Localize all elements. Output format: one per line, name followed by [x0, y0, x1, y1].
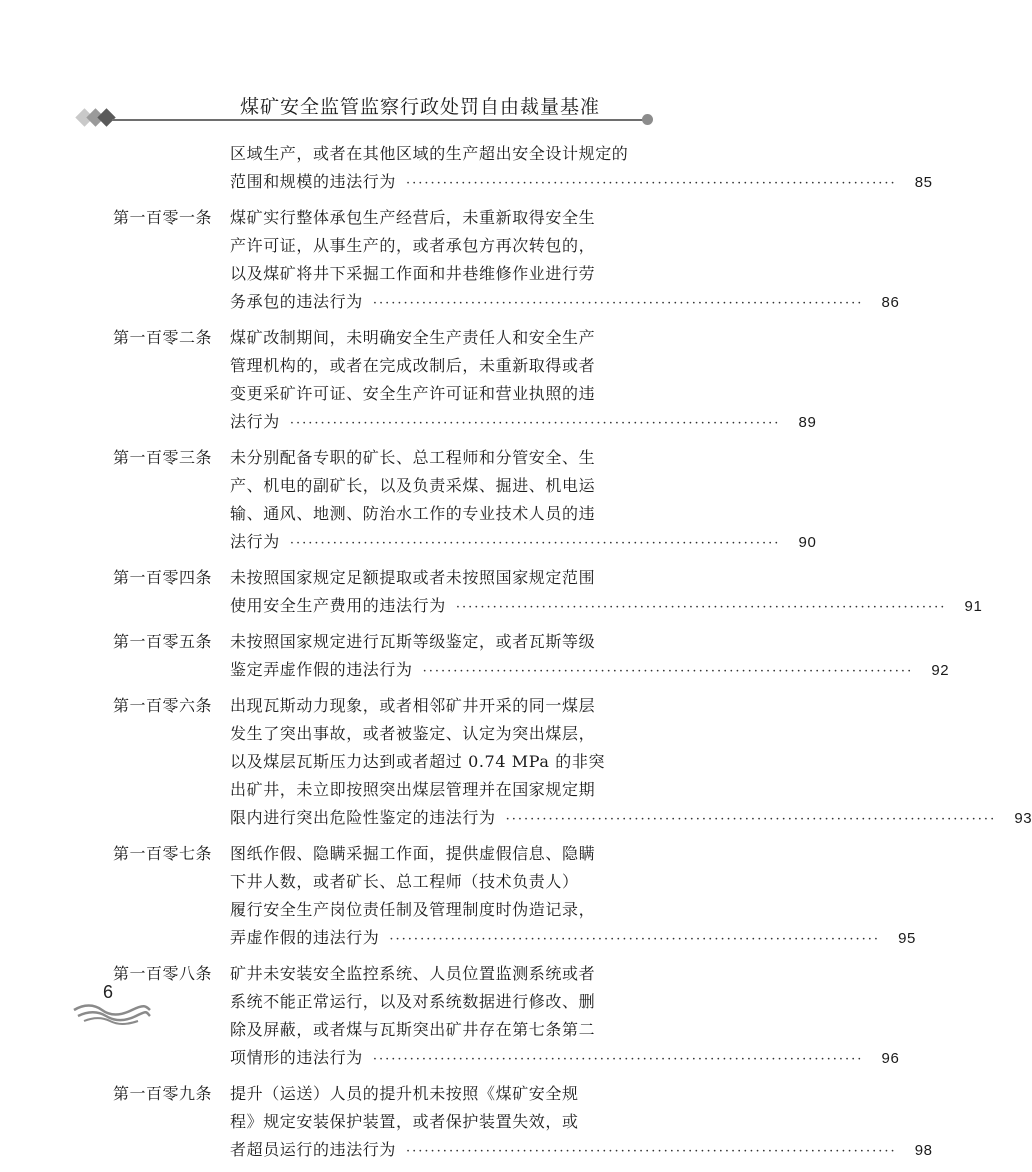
entry-line: 除及屏蔽，或者煤与瓦斯突出矿井存在第七条第二	[230, 1020, 596, 1039]
entry-line: 出现瓦斯动力现象，或者相邻矿井开采的同一煤层	[230, 696, 596, 715]
page-reference[interactable]: 95	[898, 930, 916, 947]
entry-last-line	[230, 1136, 933, 1166]
leader-dots: ················································································	[422, 664, 914, 679]
running-header	[0, 0, 750, 130]
entry-last-line	[230, 804, 1032, 834]
toc-entry[interactable]	[0, 840, 916, 954]
entry-line: 鉴定弄虚作假的违法行为	[230, 660, 413, 679]
entry-text	[230, 960, 900, 1074]
entry-line: 下井人数，或者矿长、总工程师（技术负责人）	[230, 872, 579, 891]
page-reference[interactable]: 96	[881, 1050, 900, 1067]
leader-dots: ················································································	[289, 536, 781, 551]
entry-line: 履行安全生产岗位责任制及管理制度时伪造记录，	[230, 900, 596, 919]
entry-last-line	[230, 288, 900, 318]
entry-line: 区域生产，或者在其他区域的生产超出安全设计规定的	[230, 144, 629, 163]
leader-dots: ················································································	[289, 416, 781, 431]
entry-line: 以及煤层瓦斯压力达到或者超过 0.74 MPa 的非突	[230, 752, 606, 771]
toc-entry[interactable]	[0, 1080, 933, 1166]
leader-dots: ················································································	[389, 932, 880, 947]
page-number: 6	[103, 982, 114, 1002]
article-label: 第一百零五条	[113, 632, 213, 651]
entry-line: 未按照国家规定进行瓦斯等级鉴定，或者瓦斯等级	[230, 632, 596, 651]
article-label: 第一百零二条	[113, 328, 213, 347]
leader-dots: ················································································	[372, 1052, 864, 1067]
entry-text	[230, 628, 950, 686]
toc-entry[interactable]	[0, 204, 900, 318]
entry-line: 未按照国家规定足额提取或者未按照国家规定范围	[230, 568, 596, 587]
page-reference[interactable]: 85	[914, 174, 933, 191]
entry-text	[230, 564, 983, 622]
entry-line: 出矿井，未立即按照突出煤层管理并在国家规定期	[230, 780, 596, 799]
entry-line: 煤矿实行整体承包生产经营后，未重新取得安全生	[230, 208, 596, 227]
toc-entry[interactable]	[0, 692, 1032, 834]
entry-last-line	[230, 168, 933, 198]
page-reference[interactable]: 91	[964, 598, 983, 615]
entry-line: 弄虚作假的违法行为	[230, 928, 380, 947]
entry-line: 使用安全生产费用的违法行为	[230, 596, 446, 615]
toc-entry[interactable]	[0, 140, 933, 198]
entry-line: 图纸作假、隐瞒采掘工作面，提供虚假信息、隐瞒	[230, 844, 596, 863]
entry-line: 法行为	[230, 532, 280, 551]
entry-line: 提升（运送）人员的提升机未按照《煤矿安全规	[230, 1084, 579, 1103]
entry-line: 产、机电的副矿长，以及负责采煤、掘进、机电运	[230, 476, 596, 495]
page-reference[interactable]: 92	[931, 662, 950, 679]
article-label: 第一百零三条	[113, 448, 213, 467]
entry-text	[230, 1080, 933, 1166]
entry-line: 未分别配备专职的矿长、总工程师和分管安全、生	[230, 448, 596, 467]
toc-entry[interactable]	[0, 564, 983, 622]
header-dot-icon	[642, 114, 653, 125]
leader-dots: ················································································	[505, 812, 997, 827]
entry-line: 系统不能正常运行，以及对系统数据进行修改、删	[230, 992, 596, 1011]
header-rule	[112, 119, 647, 121]
entry-text	[230, 140, 933, 198]
wave-ornament-icon	[72, 1002, 152, 1024]
article-label: 第一百零九条	[113, 1084, 213, 1103]
leader-dots: ················································································	[372, 296, 864, 311]
leader-dots: ················································································	[406, 1144, 897, 1159]
entry-line: 产许可证，从事生产的，或者承包方再次转包的，	[230, 236, 596, 255]
entry-line: 变更采矿许可证、安全生产许可证和营业执照的违	[230, 384, 596, 403]
page-reference[interactable]: 90	[798, 534, 817, 551]
entry-line: 务承包的违法行为	[230, 292, 363, 311]
toc-entry[interactable]	[0, 444, 817, 558]
article-label: 第一百零八条	[113, 964, 213, 983]
entry-last-line	[230, 1044, 900, 1074]
entry-line: 煤矿改制期间，未明确安全生产责任人和安全生产	[230, 328, 596, 347]
entry-last-line	[230, 924, 916, 954]
entry-line: 者超员运行的违法行为	[230, 1140, 397, 1159]
entry-line: 输、通风、地测、防治水工作的专业技术人员的违	[230, 504, 596, 523]
toc-entry[interactable]	[0, 324, 817, 438]
entry-text	[230, 692, 1032, 834]
entry-line: 程》规定安装保护装置，或者保护装置失效，或	[230, 1112, 579, 1131]
leader-dots: ················································································	[406, 176, 897, 191]
entry-line: 矿井未安装安全监控系统、人员位置监测系统或者	[230, 964, 596, 983]
entry-text	[230, 840, 916, 954]
entry-line: 以及煤矿将井下采掘工作面和井巷维修作业进行劳	[230, 264, 596, 283]
entry-text	[230, 324, 817, 438]
entry-line: 项情形的违法行为	[230, 1048, 363, 1067]
toc-entry[interactable]	[0, 628, 950, 686]
article-label: 第一百零四条	[113, 568, 213, 587]
page-reference[interactable]: 98	[914, 1142, 933, 1159]
entry-line: 发生了突出事故，或者被鉴定、认定为突出煤层，	[230, 724, 596, 743]
page-reference[interactable]: 89	[798, 414, 817, 431]
entry-text	[230, 204, 900, 318]
entry-text	[230, 444, 817, 558]
entry-last-line	[230, 656, 950, 686]
article-label: 第一百零一条	[113, 208, 213, 227]
article-label: 第一百零六条	[113, 696, 213, 715]
leader-dots: ················································································	[455, 600, 947, 615]
entry-line: 管理机构的，或者在完成改制后，未重新取得或者	[230, 356, 596, 375]
page-reference[interactable]: 86	[881, 294, 900, 311]
entry-last-line	[230, 592, 983, 622]
article-label: 第一百零七条	[113, 844, 213, 863]
entry-line: 法行为	[230, 412, 280, 431]
entry-last-line	[230, 528, 817, 558]
entry-last-line	[230, 408, 817, 438]
page-reference[interactable]: 93	[1014, 810, 1032, 827]
entry-line: 限内进行突出危险性鉴定的违法行为	[230, 808, 496, 827]
entry-line: 范围和规模的违法行为	[230, 172, 397, 191]
header-title: 煤矿安全监管监察行政处罚自由裁量基准	[240, 96, 601, 118]
